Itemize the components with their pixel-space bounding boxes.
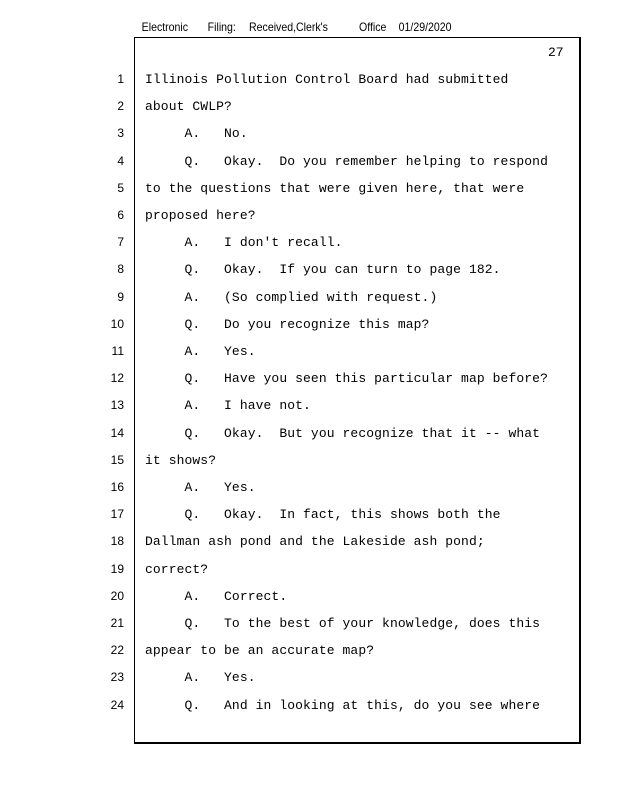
line-text: Illinois Pollution Control Board had submitted [145,72,509,87]
transcript-line [0,154,618,174]
line-number: 3 [117,126,124,141]
line-number: 9 [117,289,124,304]
line-number: 14 [110,425,124,440]
line-text: A. No. [145,126,248,142]
transcript-line [0,344,618,364]
transcript-line [0,317,618,337]
transcript-line [0,698,618,718]
transcript-line [0,480,618,500]
line-text: A. I have not. [145,398,311,414]
line-text: A. Yes. [145,344,256,359]
filing-office: Office [359,20,387,34]
line-number: 2 [117,99,124,114]
line-number: 16 [110,480,124,494]
line-text: about CWLP? [145,99,232,115]
line-number: 8 [117,262,124,277]
line-text: Q. Okay. If you can turn to page 182. [145,262,501,278]
line-text: Q. To the best of your knowledge, does this [145,616,541,631]
line-number: 6 [117,208,124,222]
filing-date: 01/29/2020 [398,20,452,34]
transcript-line [0,507,618,527]
transcript-line [0,181,618,201]
line-number: 12 [110,371,124,386]
line-text: A. Yes. [145,670,256,686]
line-text: it shows? [145,452,217,468]
transcript-line [0,371,618,391]
filing-filing: Filing: [207,20,236,34]
line-number: 10 [110,316,124,331]
line-number: 13 [110,398,124,413]
line-text: correct? [145,561,209,577]
transcript-line [0,72,618,92]
line-text: proposed here? [145,208,256,223]
line-text: A. I don't recall. [145,235,343,251]
transcript-line [0,670,618,690]
filing-stamp-header [0,20,544,38]
transcript-line [0,589,618,609]
line-text: Dallman ash pond and the Lakeside ash pond; [145,534,485,550]
line-number: 5 [117,180,124,195]
transcript-line [0,534,618,554]
line-number: 24 [110,697,124,712]
line-text: Q. And in looking at this, do you see where [145,697,541,713]
transcript-line [0,453,618,473]
line-text: A. Correct. [145,588,288,604]
line-number: 15 [110,452,124,467]
line-text: Q. Have you seen this particular map before? [145,371,548,387]
line-text: A. (So complied with request.) [145,289,438,305]
transcript-line [0,616,618,636]
transcript-line [0,398,618,418]
transcript-line [0,643,618,663]
line-number: 1 [117,72,124,86]
line-text: Q. Okay. Do you remember helping to respond [145,153,548,169]
transcript-line [0,562,618,582]
line-text: Q. Okay. In fact, this shows both the [145,507,501,523]
line-number: 22 [110,643,124,658]
transcript-line [0,290,618,310]
line-text: Q. Okay. But you recognize that it -- what [145,425,541,441]
filing-electronic: Electronic [141,20,189,34]
transcript-line [0,208,618,228]
line-number: 19 [110,561,124,576]
page-number: 27 [548,45,564,60]
line-number: 17 [110,507,124,522]
transcript-line [0,426,618,446]
line-number: 20 [110,588,124,603]
line-number: 4 [117,153,124,168]
filing-received: Received,Clerk's [249,20,328,34]
transcript-line [0,99,618,119]
transcript-line [0,262,618,282]
line-number: 18 [110,534,124,549]
transcript-line [0,126,618,146]
line-number: 7 [117,235,124,250]
line-text: Q. Do you recognize this map? [145,316,430,332]
line-number: 23 [110,670,124,685]
transcript-line [0,235,618,255]
line-number: 11 [111,344,124,358]
line-text: appear to be an accurate map? [145,643,375,659]
line-number: 21 [110,616,124,630]
line-text: to the questions that were given here, that were [145,180,525,196]
line-text: A. Yes. [145,480,256,495]
